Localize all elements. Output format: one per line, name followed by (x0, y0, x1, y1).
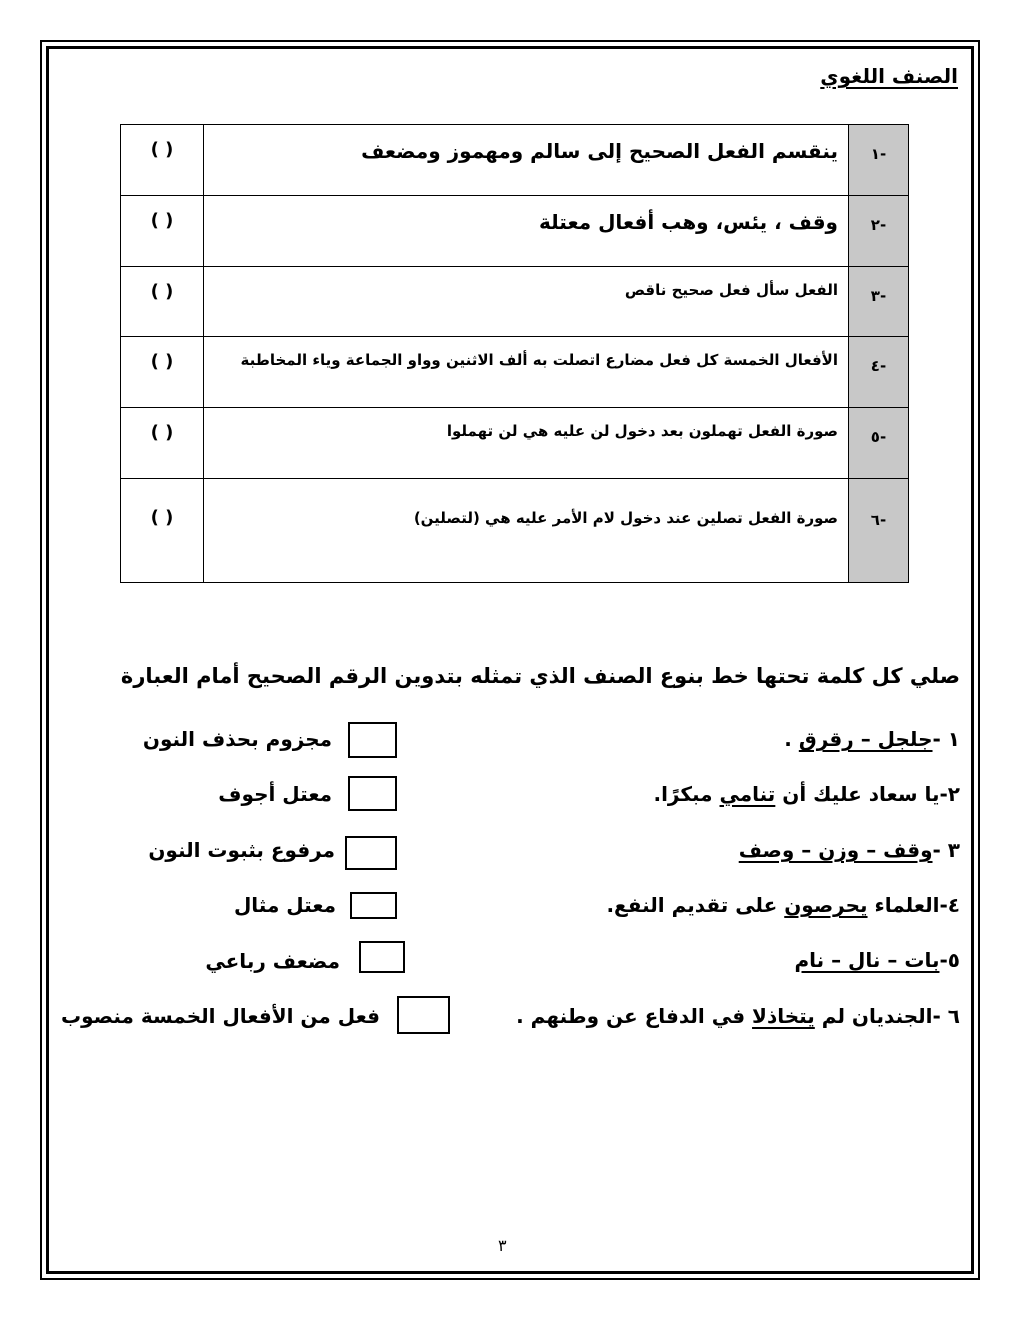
answer-box[interactable] (348, 776, 397, 811)
matching-choice: مرفوع بثبوت النون (148, 838, 335, 862)
statement-text: الفعل سأل فعل صحيح ناقص (204, 267, 849, 337)
statement-number: -١ (849, 125, 909, 196)
statement-text: الأفعال الخمسة كل فعل مضارع اتصلت به ألف الاثنين وواو الجماعة وياء المخاطبة (204, 337, 849, 408)
matching-item: ٦ -الجنديان لم يتخاذلا في الدفاع عن وطنهم . (516, 1004, 960, 1028)
statement-text: صورة الفعل تصلين عند دخول لام الأمر عليه هي (لتصلين) (204, 479, 849, 583)
matching-choice: معتل أجوف (218, 782, 332, 806)
statement-number: -٢ (849, 196, 909, 267)
table-row (121, 337, 909, 408)
table-row (121, 408, 909, 479)
answer-box[interactable] (397, 996, 450, 1034)
matching-choice: معتل مثال (233, 893, 336, 917)
matching-item: ١ -جلجل – رقرق . (784, 727, 960, 751)
statement-text: وقف ، يئس، وهب أفعال معتلة (204, 196, 849, 267)
statement-text: صورة الفعل تهملون بعد دخول لن عليه هي لن تهملوا (204, 408, 849, 479)
matching-item: ٣ -وقف – وزن – وصف (738, 838, 960, 862)
matching-instruction: صلي كل كلمة تحتها خط بنوع الصنف الذي تمثله بتدوين الرقم الصحيح أمام العبارة (120, 664, 960, 688)
statement-number: -٤ (849, 337, 909, 408)
table-row (121, 267, 909, 337)
statement-number: -٥ (849, 408, 909, 479)
answer-blank[interactable]: ( ) (121, 196, 204, 267)
answer-box[interactable] (350, 892, 397, 919)
answer-box[interactable] (348, 722, 397, 758)
matching-item: ٢-يا سعاد عليك أن تنامي مبكرًا. (653, 782, 960, 806)
statement-number: -٣ (849, 267, 909, 337)
page-number: ٣ (498, 1236, 507, 1255)
answer-blank[interactable]: ( ) (121, 337, 204, 408)
statement-number: -٦ (849, 479, 909, 583)
true-false-table (120, 124, 909, 583)
answer-blank[interactable]: ( ) (121, 125, 204, 196)
matching-choice: مجزوم بحذف النون (142, 727, 332, 751)
table-row (121, 196, 909, 267)
answer-box[interactable] (359, 941, 405, 973)
answer-blank[interactable]: ( ) (121, 408, 204, 479)
table-row (121, 125, 909, 196)
answer-box[interactable] (345, 836, 397, 870)
answer-blank[interactable]: ( ) (121, 479, 204, 583)
matching-choice: فعل من الأفعال الخمسة منصوب (60, 1004, 380, 1028)
matching-choice: مضعف رباعي (205, 949, 340, 973)
statement-text: ينقسم الفعل الصحيح إلى سالم ومهموز ومضعف (204, 125, 849, 196)
matching-item: ٥-بات – نال – نام (794, 948, 960, 972)
table-row (121, 479, 909, 583)
section-title: الصنف اللغوي (820, 64, 958, 88)
matching-item: ٤-العلماء يحرصون على تقديم النفع. (606, 893, 960, 917)
answer-blank[interactable]: ( ) (121, 267, 204, 337)
